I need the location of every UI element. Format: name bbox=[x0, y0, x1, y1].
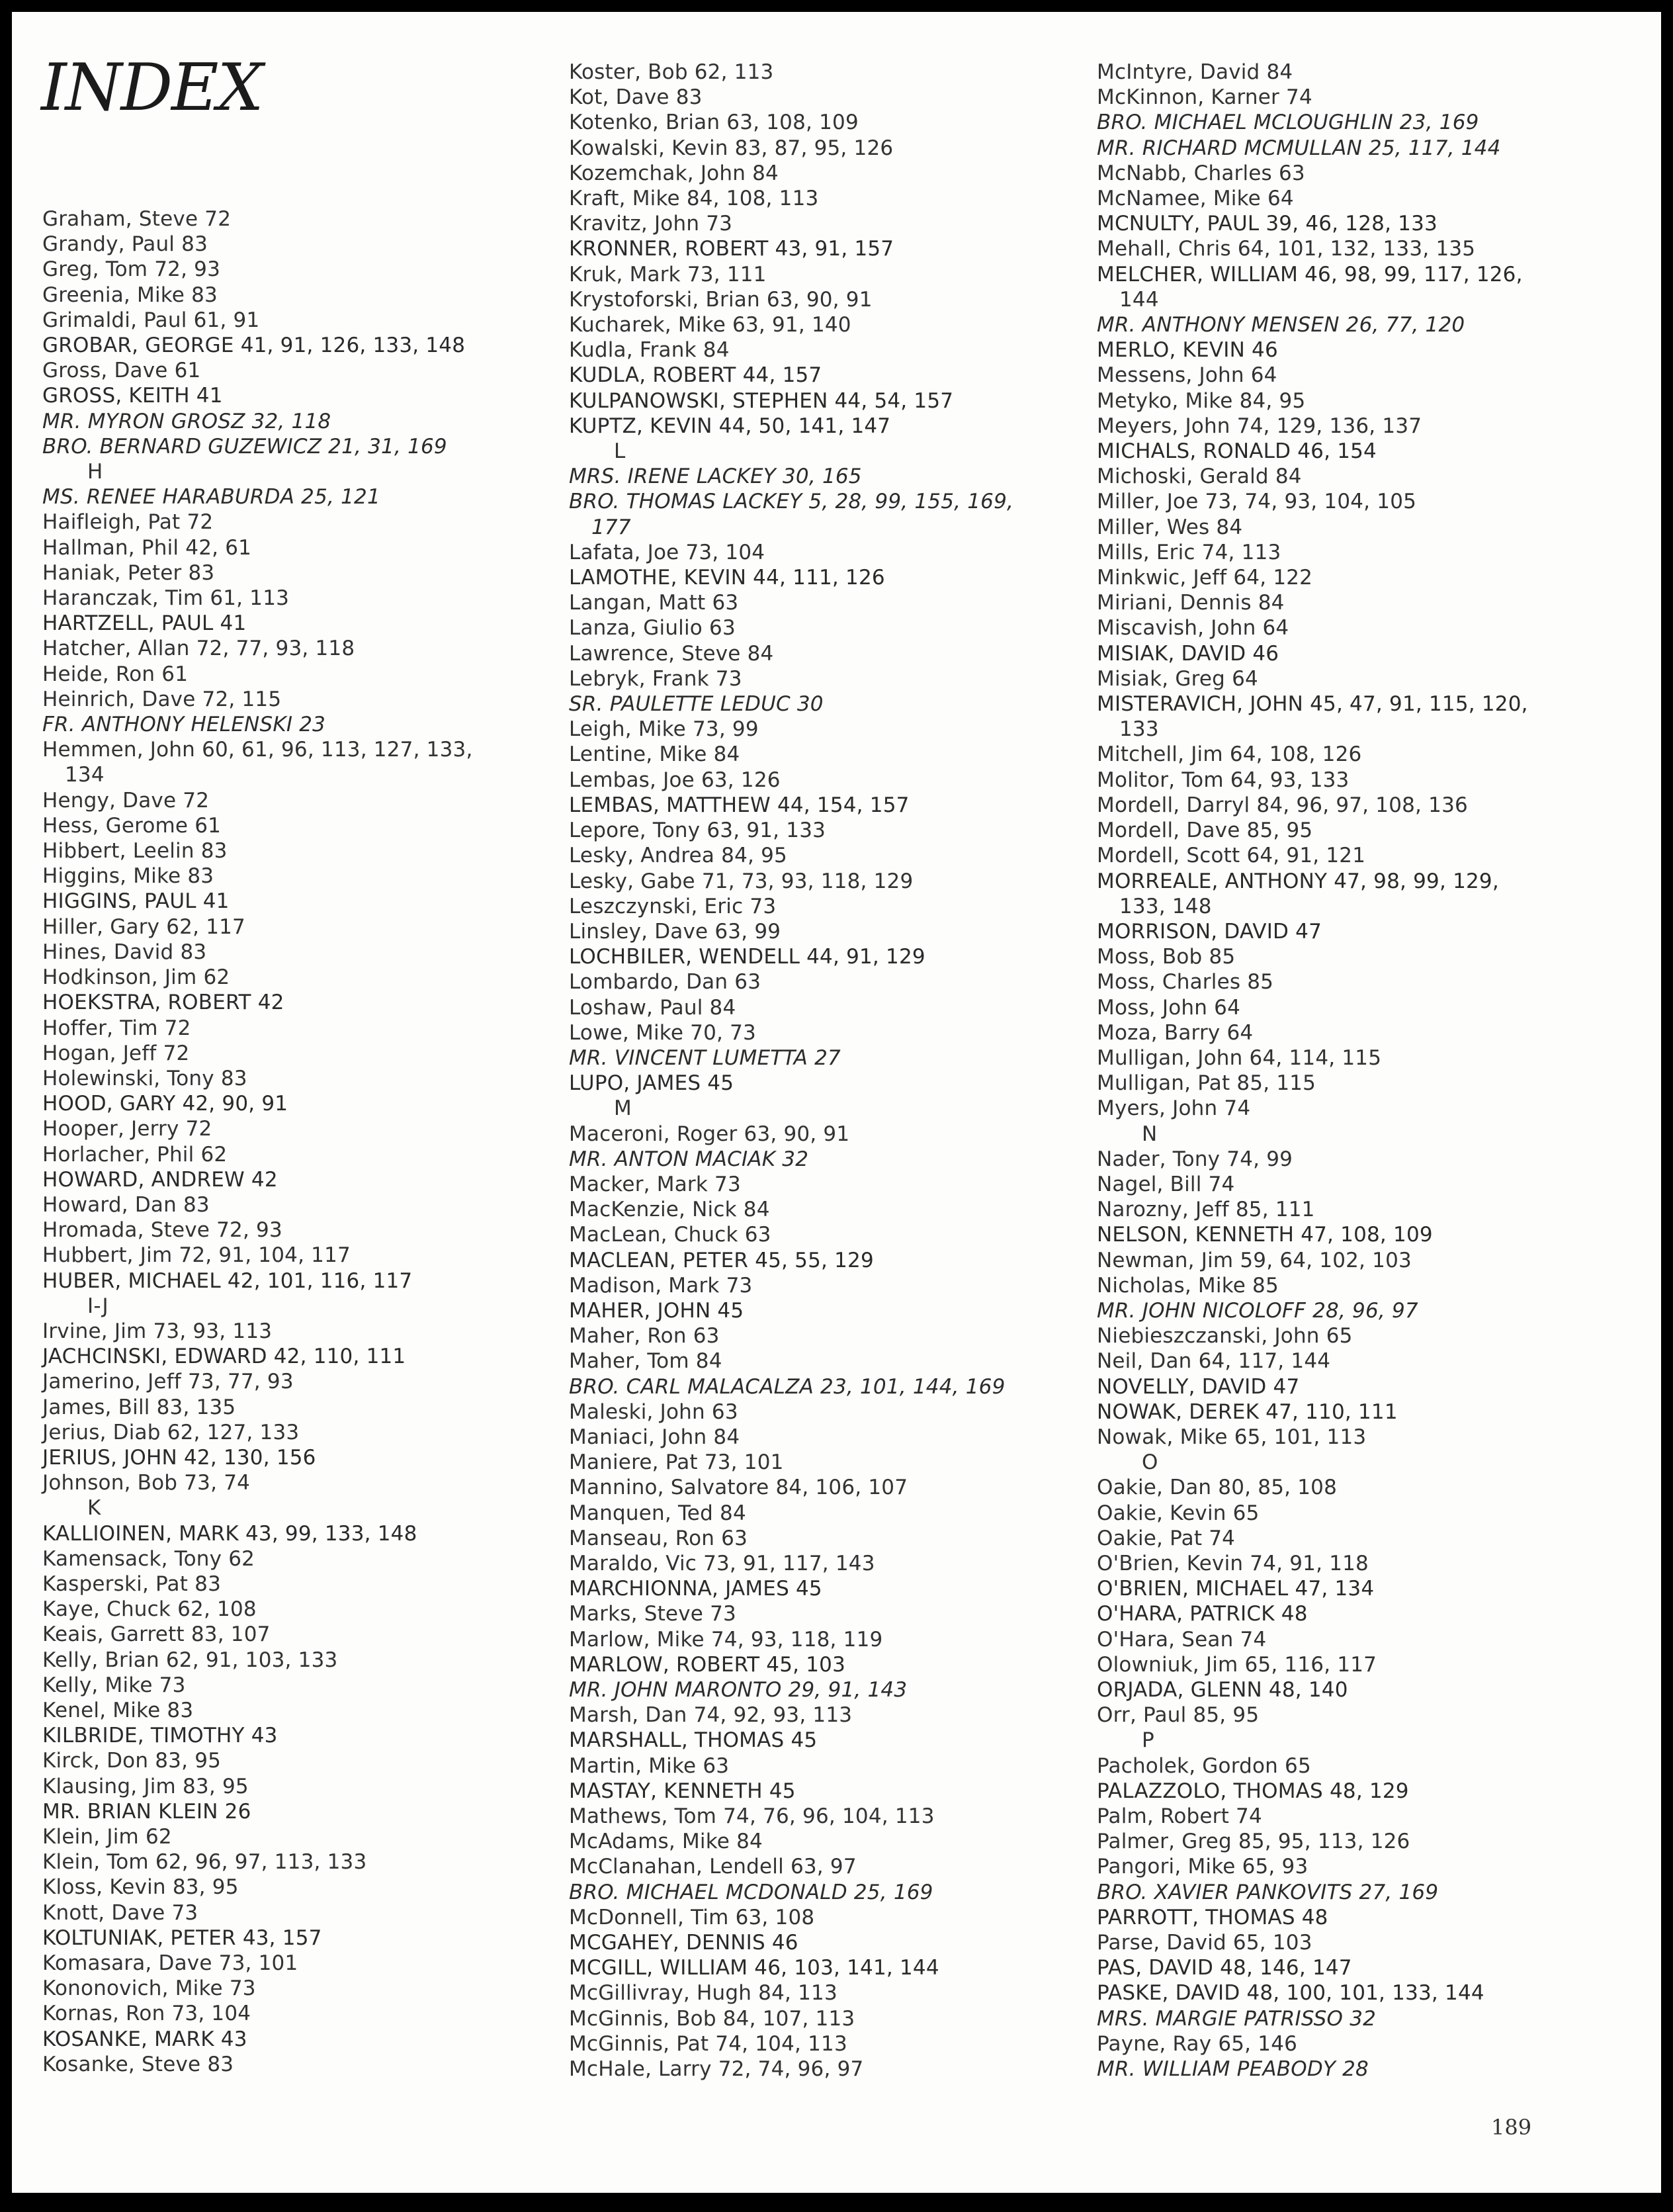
index-entry: Martin, Mike 63 bbox=[569, 1753, 730, 1778]
index-entry: Kloss, Kevin 83, 95 bbox=[42, 1875, 239, 1900]
index-entry: Lanza, Giulio 63 bbox=[569, 616, 736, 641]
index-entry: KALLIOINEN, MARK 43, 99, 133, 148 bbox=[42, 1521, 417, 1546]
index-entry: Horlacher, Phil 62 bbox=[42, 1142, 228, 1167]
index-entry: Kruk, Mark 73, 111 bbox=[569, 262, 767, 287]
index-entry: MacKenzie, Nick 84 bbox=[569, 1198, 770, 1222]
index-entry: Irvine, Jim 73, 93, 113 bbox=[42, 1319, 273, 1343]
index-entry: Maher, Ron 63 bbox=[569, 1324, 720, 1349]
index-entry: Oakie, Dan 80, 85, 108 bbox=[1097, 1476, 1337, 1500]
index-entry: Mordell, Darryl 84, 96, 97, 108, 136 bbox=[1097, 793, 1468, 817]
index-entry: Newman, Jim 59, 64, 102, 103 bbox=[1097, 1248, 1412, 1272]
index-entry: LEMBAS, MATTHEW 44, 154, 157 bbox=[569, 793, 910, 817]
index-entry: MAHER, JOHN 45 bbox=[569, 1298, 744, 1323]
index-entry: Marlow, Mike 74, 93, 118, 119 bbox=[569, 1627, 883, 1652]
index-entry: NOWAK, DEREK 47, 110, 111 bbox=[1097, 1399, 1398, 1424]
index-entry: McClanahan, Lendell 63, 97 bbox=[569, 1855, 857, 1879]
index-entry: GROBAR, GEORGE 41, 91, 126, 133, 148 bbox=[42, 333, 466, 358]
index-entry: Lawrence, Steve 84 bbox=[569, 641, 774, 666]
index-entry: Kosanke, Steve 83 bbox=[42, 2052, 234, 2076]
index-entry: O'HARA, PATRICK 48 bbox=[1097, 1602, 1308, 1626]
index-entry: MACLEAN, PETER 45, 55, 129 bbox=[569, 1248, 874, 1272]
index-entry: Meyers, John 74, 129, 136, 137 bbox=[1097, 414, 1422, 438]
index-entry: Gross, Dave 61 bbox=[42, 359, 201, 383]
index-entry: Leigh, Mike 73, 99 bbox=[569, 717, 759, 742]
index-entry: MARCHIONNA, JAMES 45 bbox=[569, 1577, 822, 1601]
index-entry: BRO. MICHAEL MCDONALD 25, 169 bbox=[569, 1880, 933, 1904]
index-entry-continuation: 144 bbox=[1119, 287, 1159, 312]
index-entry: Mathews, Tom 74, 76, 96, 104, 113 bbox=[569, 1804, 935, 1829]
index-entry: BRO. XAVIER PANKOVITS 27, 169 bbox=[1097, 1880, 1439, 1904]
index-entry: Grimaldi, Paul 61, 91 bbox=[42, 308, 260, 332]
index-entry: Kucharek, Mike 63, 91, 140 bbox=[569, 313, 851, 337]
index-entry: Kot, Dave 83 bbox=[569, 85, 703, 110]
index-entry: Kozemchak, John 84 bbox=[569, 161, 779, 185]
index-entry: Mitchell, Jim 64, 108, 126 bbox=[1097, 742, 1362, 767]
index-entry: Hallman, Phil 42, 61 bbox=[42, 535, 252, 560]
index-entry: Lentine, Mike 84 bbox=[569, 742, 740, 767]
index-entry: McGinnis, Bob 84, 107, 113 bbox=[569, 2006, 855, 2031]
section-letter: N bbox=[1142, 1122, 1158, 1146]
index-entry: Mordell, Scott 64, 91, 121 bbox=[1097, 844, 1366, 868]
index-entry: Miller, Wes 84 bbox=[1097, 515, 1243, 539]
index-entry: Hemmen, John 60, 61, 96, 113, 127, 133, bbox=[42, 738, 473, 762]
index-entry: Kenel, Mike 83 bbox=[42, 1698, 194, 1722]
index-entry: McNabb, Charles 63 bbox=[1097, 161, 1305, 185]
index-entry: Knott, Dave 73 bbox=[42, 1900, 198, 1925]
index-entry: PARROTT, THOMAS 48 bbox=[1097, 1905, 1328, 1929]
index-entry: JERIUS, JOHN 42, 130, 156 bbox=[42, 1445, 316, 1470]
index-entry: Nicholas, Mike 85 bbox=[1097, 1273, 1279, 1298]
index-entry: Hoffer, Tim 72 bbox=[42, 1016, 191, 1040]
index-entry: HOEKSTRA, ROBERT 42 bbox=[42, 991, 284, 1015]
index-entry: Oakie, Pat 74 bbox=[1097, 1526, 1236, 1550]
index-entry: Mordell, Dave 85, 95 bbox=[1097, 818, 1313, 843]
index-entry: Lombardo, Dan 63 bbox=[569, 970, 761, 995]
index-entry: Kelly, Mike 73 bbox=[42, 1673, 186, 1697]
page-title: INDEX bbox=[41, 50, 263, 126]
index-entry-continuation: 177 bbox=[591, 515, 631, 539]
index-entry: LAMOTHE, KEVIN 44, 111, 126 bbox=[569, 566, 885, 590]
index-entry: McAdams, Mike 84 bbox=[569, 1830, 763, 1854]
index-entry: Orr, Paul 85, 95 bbox=[1097, 1703, 1260, 1728]
index-entry: McHale, Larry 72, 74, 96, 97 bbox=[569, 2057, 864, 2082]
index-entry: NOVELLY, DAVID 47 bbox=[1097, 1374, 1300, 1399]
index-entry: MASTAY, KENNETH 45 bbox=[569, 1779, 796, 1803]
index-entry: MCGILL, WILLIAM 46, 103, 141, 144 bbox=[569, 1956, 939, 1980]
index-entry: Haniak, Peter 83 bbox=[42, 560, 215, 585]
index-entry: Parse, David 65, 103 bbox=[1097, 1931, 1312, 1955]
index-entry: Kravitz, John 73 bbox=[569, 212, 733, 236]
index-entry: Miller, Joe 73, 74, 93, 104, 105 bbox=[1097, 490, 1417, 514]
index-entry: O'BRIEN, MICHAEL 47, 134 bbox=[1097, 1577, 1375, 1601]
index-entry: Loshaw, Paul 84 bbox=[569, 995, 736, 1020]
index-entry: Klein, Jim 62 bbox=[42, 1825, 172, 1849]
index-entry: Klein, Tom 62, 96, 97, 113, 133 bbox=[42, 1850, 367, 1875]
index-entry: HIGGINS, PAUL 41 bbox=[42, 889, 230, 914]
index-entry: Maniere, Pat 73, 101 bbox=[569, 1450, 784, 1475]
section-letter: K bbox=[87, 1496, 101, 1521]
index-entry: LUPO, JAMES 45 bbox=[569, 1071, 734, 1096]
index-entry: Madison, Mark 73 bbox=[569, 1273, 753, 1298]
index-entry: FR. ANTHONY HELENSKI 23 bbox=[42, 713, 326, 737]
index-entry: Hubbert, Jim 72, 91, 104, 117 bbox=[42, 1243, 351, 1268]
index-entry: KILBRIDE, TIMOTHY 43 bbox=[42, 1724, 278, 1748]
index-entry: Oakie, Kevin 65 bbox=[1097, 1501, 1260, 1525]
index-entry: Maraldo, Vic 73, 91, 117, 143 bbox=[569, 1551, 875, 1575]
index-entry: Niebieszczanski, John 65 bbox=[1097, 1324, 1353, 1349]
index-entry: Holewinski, Tony 83 bbox=[42, 1066, 247, 1090]
index-entry: Neil, Dan 64, 117, 144 bbox=[1097, 1349, 1331, 1374]
index-entry: HARTZELL, PAUL 41 bbox=[42, 611, 247, 636]
index-entry: Greenia, Mike 83 bbox=[42, 283, 218, 307]
section-letter: L bbox=[614, 439, 626, 464]
index-entry: MERLO, KEVIN 46 bbox=[1097, 338, 1278, 363]
index-entry: Maleski, John 63 bbox=[569, 1399, 738, 1424]
index-entry: O'Brien, Kevin 74, 91, 118 bbox=[1097, 1551, 1369, 1575]
index-entry: Nagel, Bill 74 bbox=[1097, 1172, 1235, 1196]
index-entry: McGillivray, Hugh 84, 113 bbox=[569, 1981, 837, 2006]
index-entry: Mills, Eric 74, 113 bbox=[1097, 540, 1281, 564]
index-entry: Moss, Charles 85 bbox=[1097, 970, 1274, 995]
index-entry: Kasperski, Pat 83 bbox=[42, 1571, 222, 1596]
index-entry: Pangori, Mike 65, 93 bbox=[1097, 1855, 1308, 1879]
index-entry: Maceroni, Roger 63, 90, 91 bbox=[569, 1122, 850, 1146]
index-entry: O'Hara, Sean 74 bbox=[1097, 1627, 1267, 1652]
index-entry: PAS, DAVID 48, 146, 147 bbox=[1097, 1956, 1352, 1980]
index-entry: Heinrich, Dave 72, 115 bbox=[42, 687, 282, 711]
index-entry: ORJADA, GLENN 48, 140 bbox=[1097, 1678, 1348, 1702]
index-entry: MORRISON, DAVID 47 bbox=[1097, 919, 1322, 944]
index-entry: McGinnis, Pat 74, 104, 113 bbox=[569, 2031, 847, 2056]
index-entry: MRS. MARGIE PATRISSO 32 bbox=[1097, 2006, 1377, 2031]
index-entry: Lesky, Andrea 84, 95 bbox=[569, 844, 787, 868]
index-entry: MR. JOHN MARONTO 29, 91, 143 bbox=[569, 1678, 908, 1702]
index-entry: HOOD, GARY 42, 90, 91 bbox=[42, 1092, 288, 1116]
index-entry: Kononovich, Mike 73 bbox=[42, 1976, 256, 2001]
index-entry: SR. PAULETTE LEDUC 30 bbox=[569, 692, 824, 717]
index-entry: Olowniuk, Jim 65, 116, 117 bbox=[1097, 1652, 1377, 1677]
index-entry: MARSHALL, THOMAS 45 bbox=[569, 1728, 818, 1753]
index-entry: MISIAK, DAVID 46 bbox=[1097, 641, 1279, 666]
index-entry: McIntyre, David 84 bbox=[1097, 60, 1293, 84]
index-entry: Klausing, Jim 83, 95 bbox=[42, 1774, 249, 1798]
index-entry: BRO. CARL MALACALZA 23, 101, 144, 169 bbox=[569, 1374, 1006, 1399]
index-entry: Kraft, Mike 84, 108, 113 bbox=[569, 187, 819, 211]
index-entry: KOLTUNIAK, PETER 43, 157 bbox=[42, 1925, 322, 1950]
index-entry: HOWARD, ANDREW 42 bbox=[42, 1167, 278, 1192]
index-entry: Kirck, Don 83, 95 bbox=[42, 1749, 222, 1773]
index-entry: Payne, Ray 65, 146 bbox=[1097, 2031, 1298, 2056]
index-entry: GROSS, KEITH 41 bbox=[42, 384, 223, 408]
index-entry: McKinnon, Karner 74 bbox=[1097, 85, 1312, 110]
index-entry: Linsley, Dave 63, 99 bbox=[569, 919, 781, 944]
index-entry: Messens, John 64 bbox=[1097, 363, 1277, 388]
index-entry: Moss, John 64 bbox=[1097, 995, 1241, 1020]
index-entry: Maniaci, John 84 bbox=[569, 1425, 740, 1449]
index-entry: Pacholek, Gordon 65 bbox=[1097, 1753, 1311, 1778]
index-entry: Hibbert, Leelin 83 bbox=[42, 839, 228, 863]
index-entry: BRO. MICHAEL MCLOUGHLIN 23, 169 bbox=[1097, 111, 1479, 135]
index-entry: Kelly, Brian 62, 91, 103, 133 bbox=[42, 1648, 338, 1672]
index-entry: Moza, Barry 64 bbox=[1097, 1020, 1254, 1045]
index-entry: Lembas, Joe 63, 126 bbox=[569, 768, 781, 792]
index-entry: Lowe, Mike 70, 73 bbox=[569, 1020, 756, 1045]
index-entry: McNamee, Mike 64 bbox=[1097, 187, 1294, 211]
index-entry: Jerius, Diab 62, 127, 133 bbox=[42, 1420, 300, 1444]
index-entry-continuation: 133, 148 bbox=[1119, 894, 1212, 918]
index-entry: Grandy, Paul 83 bbox=[42, 232, 208, 257]
index-column-2 bbox=[569, 60, 1085, 2082]
index-entry: Lepore, Tony 63, 91, 133 bbox=[569, 818, 826, 843]
index-entry: KULPANOWSKI, STEPHEN 44, 54, 157 bbox=[569, 388, 954, 413]
index-entry: Koster, Bob 62, 113 bbox=[569, 60, 774, 84]
index-entry: MICHALS, RONALD 46, 154 bbox=[1097, 439, 1377, 464]
index-entry: Nader, Tony 74, 99 bbox=[1097, 1147, 1293, 1171]
index-entry: Minkwic, Jeff 64, 122 bbox=[1097, 566, 1313, 590]
index-entry: Kamensack, Tony 62 bbox=[42, 1546, 255, 1571]
index-entry: HUBER, MICHAEL 42, 101, 116, 117 bbox=[42, 1268, 413, 1293]
index-entry: Marks, Steve 73 bbox=[569, 1602, 736, 1626]
index-entry: Langan, Matt 63 bbox=[569, 591, 739, 615]
index-entry: Mehall, Chris 64, 101, 132, 133, 135 bbox=[1097, 237, 1476, 261]
index-entry: Palmer, Greg 85, 95, 113, 126 bbox=[1097, 1830, 1410, 1854]
index-entry: Howard, Dan 83 bbox=[42, 1192, 210, 1217]
index-entry: Keais, Garrett 83, 107 bbox=[42, 1622, 271, 1647]
index-entry: Hodkinson, Jim 62 bbox=[42, 965, 230, 990]
index-entry: Kotenko, Brian 63, 108, 109 bbox=[569, 111, 859, 135]
index-entry: Graham, Steve 72 bbox=[42, 207, 232, 231]
index-entry: Greg, Tom 72, 93 bbox=[42, 257, 221, 282]
index-entry: MR. RICHARD MCMULLAN 25, 117, 144 bbox=[1097, 136, 1501, 160]
index-entry: Haranczak, Tim 61, 113 bbox=[42, 586, 290, 611]
index-entry: Kornas, Ron 73, 104 bbox=[42, 2002, 251, 2026]
index-entry: MR. MYRON GROSZ 32, 118 bbox=[42, 409, 331, 433]
index-entry: Krystoforski, Brian 63, 90, 91 bbox=[569, 287, 873, 312]
index-entry: Hess, Gerome 61 bbox=[42, 813, 222, 838]
index-entry: McDonnell, Tim 63, 108 bbox=[569, 1905, 815, 1929]
index-entry: Hines, David 83 bbox=[42, 940, 207, 964]
index-entry: LOCHBILER, WENDELL 44, 91, 129 bbox=[569, 945, 925, 969]
index-entry: PASKE, DAVID 48, 100, 101, 133, 144 bbox=[1097, 1981, 1484, 2006]
page-number: 189 bbox=[1491, 2115, 1532, 2140]
index-entry: MR. VINCENT LUMETTA 27 bbox=[569, 1045, 841, 1070]
index-entry: Narozny, Jeff 85, 111 bbox=[1097, 1198, 1315, 1222]
index-column-3 bbox=[1097, 60, 1626, 2082]
index-entry: Mannino, Salvatore 84, 106, 107 bbox=[569, 1476, 908, 1500]
index-entry: KOSANKE, MARK 43 bbox=[42, 2027, 247, 2051]
index-entry: Leszczynski, Eric 73 bbox=[569, 894, 777, 918]
index-entry: MORREALE, ANTHONY 47, 98, 99, 129, bbox=[1097, 869, 1499, 893]
index-entry: Hogan, Jeff 72 bbox=[42, 1041, 190, 1065]
index-entry: Heide, Ron 61 bbox=[42, 662, 189, 686]
index-entry: Johnson, Bob 73, 74 bbox=[42, 1471, 251, 1495]
index-entry: MR. ANTHONY MENSEN 26, 77, 120 bbox=[1097, 313, 1465, 337]
index-entry: Moss, Bob 85 bbox=[1097, 945, 1236, 969]
index-entry: Kowalski, Kevin 83, 87, 95, 126 bbox=[569, 136, 894, 160]
index-entry: JACHCINSKI, EDWARD 42, 110, 111 bbox=[42, 1345, 406, 1369]
index-entry: Hatcher, Allan 72, 77, 93, 118 bbox=[42, 637, 355, 661]
index-entry: NELSON, KENNETH 47, 108, 109 bbox=[1097, 1223, 1433, 1247]
section-letter: I-J bbox=[87, 1294, 108, 1318]
section-letter: O bbox=[1142, 1450, 1158, 1475]
index-entry: MacLean, Chuck 63 bbox=[569, 1223, 771, 1247]
index-entry: Jamerino, Jeff 73, 77, 93 bbox=[42, 1370, 294, 1394]
index-entry: Hooper, Jerry 72 bbox=[42, 1117, 212, 1141]
index-entry: MELCHER, WILLIAM 46, 98, 99, 117, 126, bbox=[1097, 262, 1523, 287]
index-entry: MCNULTY, PAUL 39, 46, 128, 133 bbox=[1097, 212, 1437, 236]
index-entry: Mulligan, Pat 85, 115 bbox=[1097, 1071, 1316, 1096]
section-letter: P bbox=[1142, 1728, 1154, 1753]
index-entry: Maher, Tom 84 bbox=[569, 1349, 722, 1374]
index-entry: KUDLA, ROBERT 44, 157 bbox=[569, 363, 822, 388]
index-entry: MRS. IRENE LACKEY 30, 165 bbox=[569, 465, 862, 489]
index-entry: Mulligan, John 64, 114, 115 bbox=[1097, 1045, 1382, 1070]
index-entry: Manquen, Ted 84 bbox=[569, 1501, 746, 1525]
index-entry: Lesky, Gabe 71, 73, 93, 118, 129 bbox=[569, 869, 914, 893]
index-entry: Miriani, Dennis 84 bbox=[1097, 591, 1285, 615]
index-entry: MR. ANTON MACIAK 32 bbox=[569, 1147, 809, 1171]
index-entry: Higgins, Mike 83 bbox=[42, 864, 214, 889]
index-page bbox=[12, 12, 1661, 2193]
index-entry: James, Bill 83, 135 bbox=[42, 1395, 236, 1419]
index-entry: MCGAHEY, DENNIS 46 bbox=[569, 1931, 798, 1955]
index-entry: Lebryk, Frank 73 bbox=[569, 666, 742, 691]
index-entry: MISTERAVICH, JOHN 45, 47, 91, 115, 120, bbox=[1097, 692, 1528, 717]
index-entry: Manseau, Ron 63 bbox=[569, 1526, 748, 1550]
index-entry: Macker, Mark 73 bbox=[569, 1172, 741, 1196]
index-entry: Haifleigh, Pat 72 bbox=[42, 510, 214, 535]
index-entry: MR. WILLIAM PEABODY 28 bbox=[1097, 2057, 1369, 2082]
index-entry: Hromada, Steve 72, 93 bbox=[42, 1218, 282, 1243]
index-entry: Michoski, Gerald 84 bbox=[1097, 465, 1302, 489]
index-entry: BRO. THOMAS LACKEY 5, 28, 99, 155, 169, bbox=[569, 490, 1014, 514]
index-entry: MS. RENEE HARABURDA 25, 121 bbox=[42, 485, 380, 509]
index-entry: Kaye, Chuck 62, 108 bbox=[42, 1597, 257, 1622]
index-entry: KRONNER, ROBERT 43, 91, 157 bbox=[569, 237, 894, 261]
index-entry: Palm, Robert 74 bbox=[1097, 1804, 1262, 1829]
index-entry: MARLOW, ROBERT 45, 103 bbox=[569, 1652, 846, 1677]
index-entry: Kudla, Frank 84 bbox=[569, 338, 730, 363]
index-entry: Marsh, Dan 74, 92, 93, 113 bbox=[569, 1703, 853, 1728]
index-entry-continuation: 134 bbox=[65, 763, 105, 787]
index-entry: Misiak, Greg 64 bbox=[1097, 666, 1258, 691]
section-letter: H bbox=[87, 460, 103, 484]
index-entry: Lafata, Joe 73, 104 bbox=[569, 540, 765, 564]
index-entry: PALAZZOLO, THOMAS 48, 129 bbox=[1097, 1779, 1409, 1803]
section-letter: M bbox=[614, 1096, 632, 1121]
index-entry: KUPTZ, KEVIN 44, 50, 141, 147 bbox=[569, 414, 891, 438]
index-entry: BRO. BERNARD GUZEWICZ 21, 31, 169 bbox=[42, 434, 447, 459]
index-entry: Metyko, Mike 84, 95 bbox=[1097, 388, 1306, 413]
index-entry-continuation: 133 bbox=[1119, 717, 1159, 742]
index-entry: Nowak, Mike 65, 101, 113 bbox=[1097, 1425, 1367, 1449]
index-column-1 bbox=[42, 206, 565, 2077]
index-entry: MR. BRIAN KLEIN 26 bbox=[42, 1799, 251, 1824]
index-entry: Molitor, Tom 64, 93, 133 bbox=[1097, 768, 1350, 792]
index-entry: Hengy, Dave 72 bbox=[42, 788, 210, 813]
index-entry: Hiller, Gary 62, 117 bbox=[42, 914, 245, 939]
index-entry: MR. JOHN NICOLOFF 28, 96, 97 bbox=[1097, 1298, 1418, 1323]
index-entry: Myers, John 74 bbox=[1097, 1096, 1251, 1121]
index-entry: Miscavish, John 64 bbox=[1097, 616, 1289, 641]
index-entry: Komasara, Dave 73, 101 bbox=[42, 1951, 298, 1976]
